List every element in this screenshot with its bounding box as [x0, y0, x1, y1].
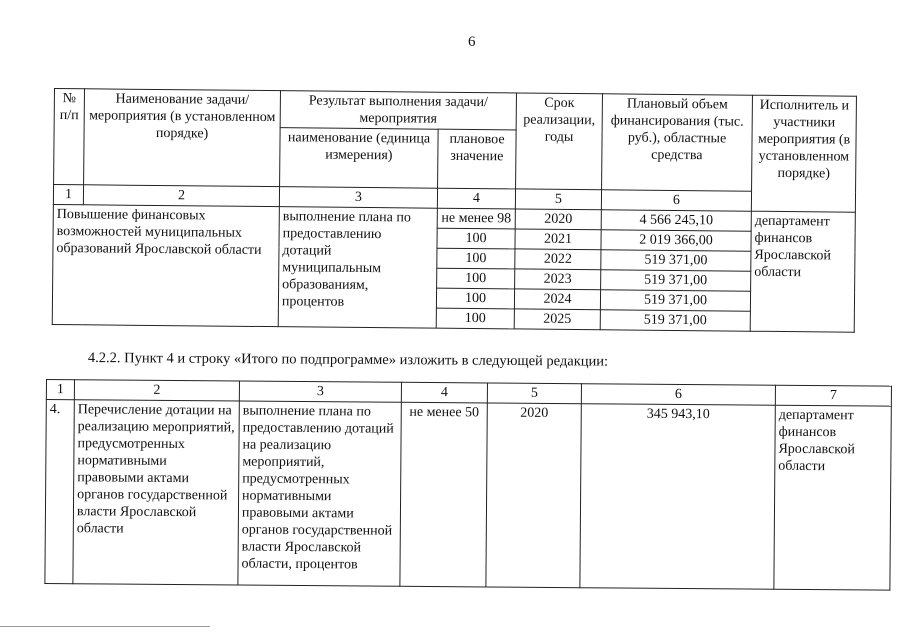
plan-value: не менее 50	[400, 402, 487, 587]
col-number: 1	[53, 185, 83, 205]
plan-value: 100	[437, 268, 515, 289]
amount: 4 566 245,10	[601, 210, 751, 231]
amount: 519 371,00	[600, 310, 750, 331]
footer-rule	[0, 626, 210, 627]
year: 2022	[515, 249, 601, 270]
header-result-plan: плановое значение	[438, 129, 517, 189]
col-number: 6	[601, 190, 751, 211]
header-result: Результат выполнения задачи/мероприятия	[280, 91, 516, 130]
col-number: 1	[46, 380, 74, 400]
executor: департамент финансов Ярославской области	[750, 211, 855, 332]
col-number: 2	[74, 380, 239, 401]
amount: 2 019 366,00	[601, 230, 751, 251]
year: 2020	[486, 403, 581, 588]
activity-name: Повышение финансовых возможностей муниципальных образований Ярославской области	[52, 204, 279, 326]
year: 2024	[514, 289, 600, 310]
header-num: № п/п	[54, 89, 85, 185]
plan-value: 100	[437, 228, 515, 249]
table-item-4	[44, 379, 892, 591]
amount: 345 943,10	[580, 404, 775, 590]
col-number: 6	[581, 384, 775, 406]
header-funding: Плановый объем финансирования (тыс. руб.), областные средства	[602, 94, 753, 191]
col-number: 2	[83, 185, 279, 207]
col-number: 5	[515, 189, 601, 210]
col-number: 3	[279, 187, 437, 209]
plan-value: 100	[436, 288, 514, 309]
col-number: 4	[437, 188, 515, 209]
year: 2025	[514, 309, 600, 330]
table-program-activities	[52, 88, 857, 333]
page-number: 6	[468, 34, 476, 50]
amount: 519 371,00	[601, 270, 751, 291]
col-number: 7	[775, 385, 891, 406]
row-number: 4.	[45, 400, 74, 584]
plan-value: не менее 98	[437, 208, 515, 229]
amount: 519 371,00	[601, 250, 751, 271]
year: 2023	[515, 269, 601, 290]
header-term: Срок реализации, годы	[516, 93, 603, 190]
year: 2021	[515, 229, 601, 250]
col-number: 3	[239, 381, 401, 402]
amount: 519 371,00	[600, 290, 750, 311]
header-name: Наименование задачи/мероприятия (в установленном порядке)	[84, 89, 281, 187]
year: 2020	[515, 209, 601, 230]
activity-name: Перечисление дотации на реализацию мероприятий, предусмотренных нормативными правовыми актами органов государственной власти Ярославской области	[73, 400, 239, 585]
plan-value: 100	[436, 308, 514, 329]
header-executor: Исполнитель и участники мероприятия (в установленном порядке)	[751, 95, 856, 212]
plan-value: 100	[437, 248, 515, 269]
table-row	[45, 400, 891, 591]
header-result-name: наименование (единица измерения)	[280, 128, 439, 189]
executor: департамент финансов Ярославской области	[774, 405, 891, 590]
col-number: 4	[401, 382, 487, 403]
instruction-text: 4.2.2. Пункт 4 и строку «Итого по подпрограмме» изложить в следующей редакции:	[87, 350, 609, 370]
result-name: выполнение плана по предоставлению дотаций муниципальным образованиям, процентов	[278, 207, 437, 329]
col-number: 5	[487, 383, 581, 404]
result-name: выполнение плана по предоставлению дотаций на реализацию мероприятий, предусмотренных нормативными правовыми актами органов государственной власти Ярославской области, процентов	[238, 401, 401, 586]
